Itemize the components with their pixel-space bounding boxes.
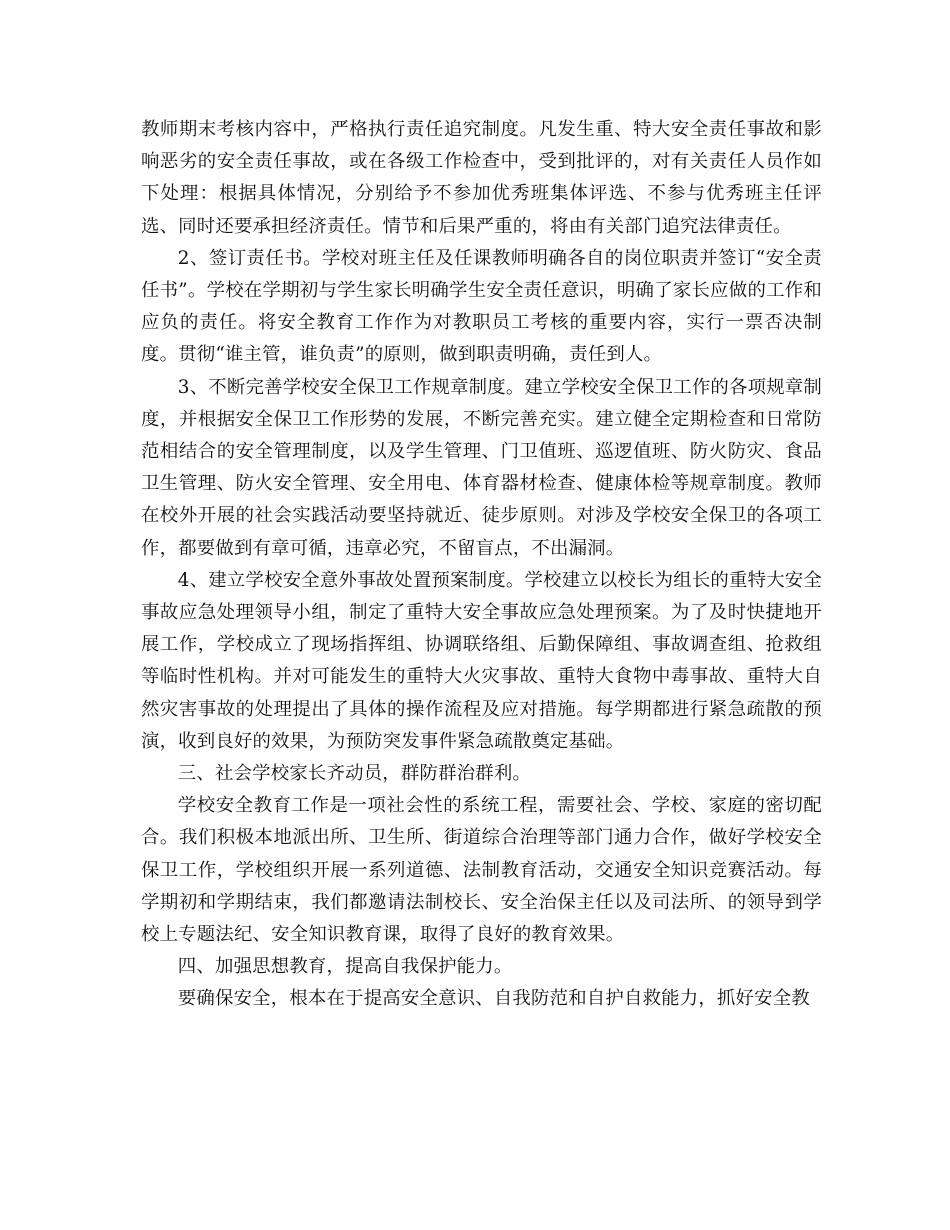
- section-heading-ideological-education: 四、加强思想教育，提高自我保护能力。: [177, 956, 513, 978]
- body-paragraph-safety-awareness: 要确保安全，根本在于提高安全意识、自我防范和自护自救能力，抓好安全教: [177, 988, 810, 1010]
- body-paragraph-continuation: 教师期末考核内容中，严格执行责任追究制度。凡发生重、特大安全责任事故和影响恶劣的安全责任事故，或在各级工作检查中，受到批评的，对有关责任人员作如下处理：根据具体情况，分别给予不参加优秀班集体评选、不参与优秀班主任评选、同时还要承担经济责任。情节和后果严重的，将由有关部门追究法律责任。: [141, 119, 822, 237]
- body-paragraph-emergency-plan: 4、建立学校安全意外事故处置预案制度。学校建立以校长为组长的重特大安全事故应急处理领导小组，制定了重特大安全事故应急处理预案。为了及时快捷地开展工作，学校成立了现场指挥组、协调联络组、后勤保障组、事故调查组、抢救组等临时性机构。并对可能发生的重特大火灾事故、重特大食物中毒事故、重特大自然灾害事故的处理提出了具体的操作流程及应对措施。每学期都进行紧急疏散的预演，收到良好的效果，为预防突发事件紧急疏散奠定基础。: [141, 569, 822, 752]
- body-paragraph-security-rules: 3、不断完善学校安全保卫工作规章制度。建立学校安全保卫工作的各项规章制度，并根据安全保卫工作形势的发展，不断完善充实。建立健全定期检查和日常防范相结合的安全管理制度，以及学生管理、门卫值班、巡逻值班、防火防灾、食品卫生管理、防火安全管理、安全用电、体育器材检查、健康体检等规章制度。教师在校外开展的社会实践活动要坚持就近、徒步原则。对涉及学校安全保卫的各项工作，都要做到有章可循，违章必究，不留盲点，不出漏洞。: [141, 376, 822, 559]
- body-paragraph-community-cooperation: 学校安全教育工作是一项社会性的系统工程，需要社会、学校、家庭的密切配合。我们积极本地派出所、卫生所、街道综合治理等部门通力合作，做好学校安全保卫工作，学校组织开展一系列道德、法制教育活动，交通安全知识竞赛活动。每学期初和学期结束，我们都邀请法制校长、安全治保主任以及司法所、的领导到学校上专题法纪、安全知识教育课，取得了良好的教育效果。: [141, 795, 822, 946]
- body-paragraph-responsibility-letter: 2、签订责任书。学校对班主任及任课教师明确各自的岗位职责并签订“安全责任书”。学校在学期初与学生家长明确学生安全责任意识，明确了家长应做的工作和应负的责任。将安全教育工作作为对教职员工考核的重要内容，实行一票否决制度。贯彻“谁主管，谁负责”的原则，做到职责明确，责任到人。: [141, 247, 822, 366]
- section-heading-community-mobilization: 三、社会学校家长齐动员，群防群治群利。: [177, 763, 532, 785]
